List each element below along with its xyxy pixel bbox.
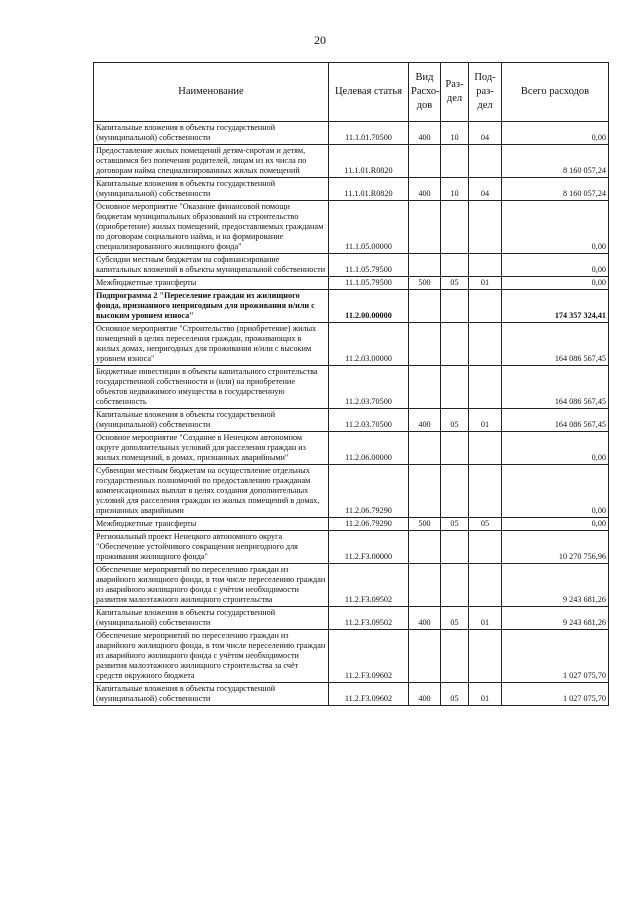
row-code: 11.2.F3.09602 bbox=[329, 630, 409, 683]
row-podrazdel bbox=[469, 531, 502, 564]
row-total: 0,00 bbox=[502, 122, 609, 145]
row-razdel bbox=[441, 465, 469, 518]
row-name: Региональный проект Ненецкого автономного округа "Обеспечение устойчивого сокращения непригодного для проживания жилищного фонда" bbox=[94, 531, 329, 564]
row-vid bbox=[409, 465, 441, 518]
row-vid bbox=[409, 201, 441, 254]
row-vid bbox=[409, 323, 441, 366]
row-podrazdel bbox=[469, 465, 502, 518]
table-row bbox=[94, 201, 609, 254]
row-razdel bbox=[441, 630, 469, 683]
row-total: 174 357 324,41 bbox=[502, 290, 609, 323]
row-code: 11.2.F3.09502 bbox=[329, 607, 409, 630]
table-row bbox=[94, 277, 609, 290]
row-code: 11.2.03.70500 bbox=[329, 409, 409, 432]
row-name: Основное мероприятие "Оказание финансовой помощи бюджетам муниципальных образований на строительство (приобретение) жилых помещений, предоставляемых гражданам по договорам социального найма, и на формирование специализированного жилищного фонда" bbox=[94, 201, 329, 254]
row-code: 11.1.05.79500 bbox=[329, 254, 409, 277]
table-row bbox=[94, 531, 609, 564]
row-name: Предоставление жилых помещений детям-сиротам и детям, оставшимся без попечения родителей, лицам из их числа по договорам найма специализированных жилых помещений bbox=[94, 145, 329, 178]
table-row bbox=[94, 432, 609, 465]
row-total: 0,00 bbox=[502, 465, 609, 518]
budget-table bbox=[93, 62, 609, 706]
row-code: 11.1.01.R0820 bbox=[329, 145, 409, 178]
row-name: Капитальные вложения в объекты государственной (муниципальной) собственности bbox=[94, 178, 329, 201]
row-name: Субвенции местным бюджетам на осуществление отдельных государственных полномочий по предоставлению гражданам компенсационных выплат в целях создания дополнительных условий для расселения граждан из жилых помещений в домах, признанных аварийными bbox=[94, 465, 329, 518]
row-name: Капитальные вложения в объекты государственной (муниципальной) собственности bbox=[94, 683, 329, 706]
row-code: 11.2.06.79290 bbox=[329, 518, 409, 531]
row-vid bbox=[409, 564, 441, 607]
row-vid bbox=[409, 254, 441, 277]
row-total: 0,00 bbox=[502, 518, 609, 531]
row-total: 1 027 075,70 bbox=[502, 630, 609, 683]
row-total: 0,00 bbox=[502, 432, 609, 465]
table-row bbox=[94, 607, 609, 630]
header-total: Всего расходов bbox=[502, 63, 609, 122]
row-vid bbox=[409, 366, 441, 409]
table-header-row bbox=[94, 63, 609, 122]
row-code: 11.2.03.70500 bbox=[329, 366, 409, 409]
row-code: 11.2.06.79290 bbox=[329, 465, 409, 518]
row-vid: 400 bbox=[409, 409, 441, 432]
row-vid bbox=[409, 290, 441, 323]
row-podrazdel: 01 bbox=[469, 409, 502, 432]
page-number: 20 bbox=[314, 33, 326, 47]
row-name: Субсидии местным бюджетам на софинансирование капитальных вложений в объекты муниципальной собственности bbox=[94, 254, 329, 277]
row-podrazdel: 05 bbox=[469, 518, 502, 531]
row-name: Основное мероприятие "Строительство (приобретение) жилых помещений в целях переселения граждан, проживающих в жилых домах, непригодных для проживания и/или с высоким уровнем износа" bbox=[94, 323, 329, 366]
header-name: Наименование bbox=[94, 63, 329, 122]
row-code: 11.1.05.00000 bbox=[329, 201, 409, 254]
header-razdel: Раз-дел bbox=[441, 63, 469, 122]
row-code: 11.1.01.70500 bbox=[329, 122, 409, 145]
row-name: Капитальные вложения в объекты государственной (муниципальной) собственности bbox=[94, 122, 329, 145]
row-podrazdel: 01 bbox=[469, 607, 502, 630]
row-name: Подпрограмма 2 "Переселение граждан из жилищного фонда, признанного непригодным для проживания и/или с высоким уровнем износа" bbox=[94, 290, 329, 323]
row-total: 10 270 756,96 bbox=[502, 531, 609, 564]
table-row bbox=[94, 683, 609, 706]
row-podrazdel bbox=[469, 145, 502, 178]
row-razdel: 05 bbox=[441, 683, 469, 706]
table-row bbox=[94, 145, 609, 178]
row-name: Капитальные вложения в объекты государственной (муниципальной) собственности bbox=[94, 409, 329, 432]
row-razdel bbox=[441, 323, 469, 366]
row-razdel: 05 bbox=[441, 409, 469, 432]
table-row bbox=[94, 518, 609, 531]
header-podrazdel: Под-раз-дел bbox=[469, 63, 502, 122]
row-razdel bbox=[441, 254, 469, 277]
row-total: 0,00 bbox=[502, 254, 609, 277]
row-razdel bbox=[441, 201, 469, 254]
row-podrazdel bbox=[469, 323, 502, 366]
row-razdel bbox=[441, 432, 469, 465]
row-podrazdel: 01 bbox=[469, 277, 502, 290]
table-row bbox=[94, 323, 609, 366]
row-razdel bbox=[441, 531, 469, 564]
row-razdel bbox=[441, 290, 469, 323]
row-vid bbox=[409, 145, 441, 178]
row-name: Межбюджетные трансферты bbox=[94, 518, 329, 531]
row-podrazdel: 01 bbox=[469, 683, 502, 706]
row-code: 11.1.01.R0820 bbox=[329, 178, 409, 201]
row-podrazdel bbox=[469, 201, 502, 254]
header-code: Целевая статья bbox=[329, 63, 409, 122]
row-razdel: 10 bbox=[441, 122, 469, 145]
table-row bbox=[94, 254, 609, 277]
row-vid bbox=[409, 531, 441, 564]
row-total: 8 160 057,24 bbox=[502, 145, 609, 178]
row-code: 11.2.F3.09602 bbox=[329, 683, 409, 706]
row-podrazdel bbox=[469, 630, 502, 683]
row-podrazdel bbox=[469, 366, 502, 409]
row-vid bbox=[409, 630, 441, 683]
row-podrazdel bbox=[469, 564, 502, 607]
row-name: Межбюджетные трансферты bbox=[94, 277, 329, 290]
row-razdel: 05 bbox=[441, 277, 469, 290]
row-vid: 400 bbox=[409, 178, 441, 201]
row-total: 0,00 bbox=[502, 277, 609, 290]
row-razdel bbox=[441, 564, 469, 607]
row-podrazdel bbox=[469, 254, 502, 277]
row-name: Основное мероприятие "Создание в Ненецком автономном округе дополнительных условий для расселения граждан из жилых помещений, в домах, признанных аварийными" bbox=[94, 432, 329, 465]
row-name: Капитальные вложения в объекты государственной (муниципальной) собственности bbox=[94, 607, 329, 630]
row-vid: 400 bbox=[409, 683, 441, 706]
row-razdel: 10 bbox=[441, 178, 469, 201]
row-vid: 500 bbox=[409, 518, 441, 531]
row-code: 11.2.F3.00000 bbox=[329, 531, 409, 564]
header-vid: Вид Расхо-дов bbox=[409, 63, 441, 122]
row-code: 11.1.05.79500 bbox=[329, 277, 409, 290]
table-row bbox=[94, 465, 609, 518]
row-total: 164 086 567,45 bbox=[502, 409, 609, 432]
table-row bbox=[94, 290, 609, 323]
row-total: 164 086 567,45 bbox=[502, 323, 609, 366]
row-code: 11.2.03.00000 bbox=[329, 323, 409, 366]
row-vid: 400 bbox=[409, 607, 441, 630]
table-row bbox=[94, 630, 609, 683]
row-razdel: 05 bbox=[441, 607, 469, 630]
table-row bbox=[94, 122, 609, 145]
row-vid bbox=[409, 432, 441, 465]
row-total: 9 243 681,26 bbox=[502, 607, 609, 630]
row-podrazdel bbox=[469, 290, 502, 323]
row-razdel: 05 bbox=[441, 518, 469, 531]
row-total: 1 027 075,70 bbox=[502, 683, 609, 706]
row-total: 9 243 681,26 bbox=[502, 564, 609, 607]
row-code: 11.2.F3.09502 bbox=[329, 564, 409, 607]
row-name: Обеспечение мероприятий по переселению граждан из аварийного жилищного фонда, в том числе переселению граждан из аварийного жилищного фонда с учётом необходимости развития малоэтажного жилищного строительства за счёт средств окружного бюджета bbox=[94, 630, 329, 683]
row-name: Обеспечение мероприятий по переселению граждан из аварийного жилищного фонда, в том числе переселению граждан из аварийного жилищного фонда с учётом необходимости развития малоэтажного жилищного строительства bbox=[94, 564, 329, 607]
row-vid: 400 bbox=[409, 122, 441, 145]
table-row bbox=[94, 564, 609, 607]
row-total: 0,00 bbox=[502, 201, 609, 254]
row-code: 11.2.06.00000 bbox=[329, 432, 409, 465]
table-row bbox=[94, 178, 609, 201]
row-podrazdel: 04 bbox=[469, 122, 502, 145]
row-razdel bbox=[441, 145, 469, 178]
table-row bbox=[94, 409, 609, 432]
row-vid: 500 bbox=[409, 277, 441, 290]
row-name: Бюджетные инвестиции в объекты капитального строительства государственной собственности и (или) на приобретение объектов недвижимого имущества в государственную собственность bbox=[94, 366, 329, 409]
row-podrazdel bbox=[469, 432, 502, 465]
row-podrazdel: 04 bbox=[469, 178, 502, 201]
row-total: 164 086 567,45 bbox=[502, 366, 609, 409]
row-code: 11.2.00.00000 bbox=[329, 290, 409, 323]
row-razdel bbox=[441, 366, 469, 409]
row-total: 8 160 057,24 bbox=[502, 178, 609, 201]
table-row bbox=[94, 366, 609, 409]
